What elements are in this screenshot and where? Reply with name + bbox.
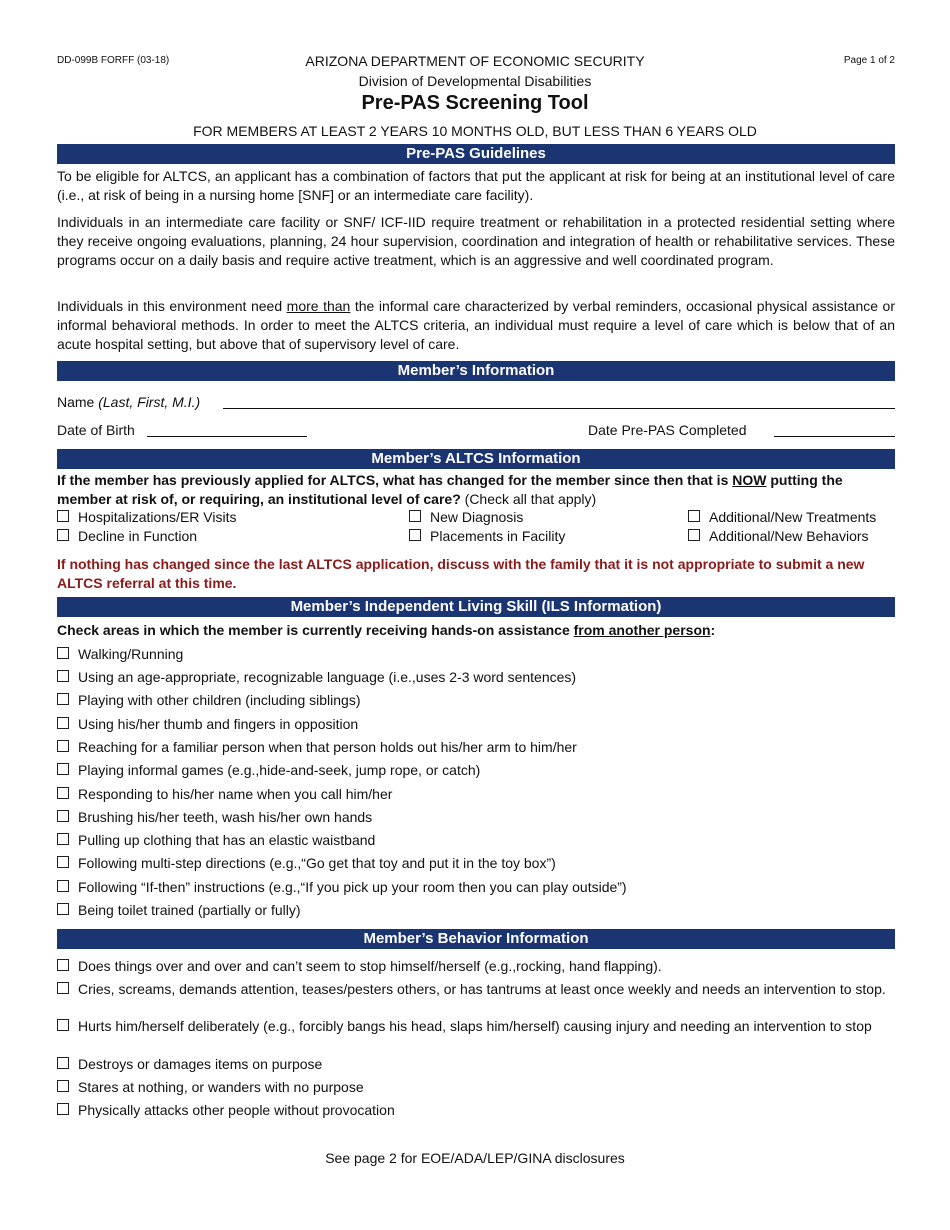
checkbox[interactable] [57,647,69,659]
ils-instruction [57,621,895,640]
checkbox[interactable] [688,529,700,541]
page-title: Pre-PAS Screening Tool [361,92,589,114]
section-heading-member-info: Member’s Information [57,361,895,381]
guidelines-p3-underlined: more than [286,298,351,314]
altcs-option-new-diagnosis[interactable] [409,508,523,527]
ils-item[interactable] [57,761,480,780]
altcs-option-placements[interactable] [409,527,565,546]
behavior-item[interactable] [57,980,895,999]
section-heading-ils: Member’s Independent Living Skill (ILS Information) [57,597,895,617]
option-label: Additional/New Behaviors [709,528,869,544]
behavior-item-label: Stares at nothing, or wanders with no purpose [78,1079,364,1095]
option-label: Decline in Function [78,528,198,544]
altcs-question-end: putting the member at risk of, or requiring, an institutional level of care? [57,472,843,507]
checkbox[interactable] [57,529,69,541]
name-label: Name [57,394,99,410]
dob-input-line[interactable] [147,436,307,437]
checkbox[interactable] [57,982,69,994]
ils-instruction-start: Check areas in which the member is currently receiving hands-on assistance [57,622,574,638]
guidelines-p3-end: the informal care characterized by verbal reminders, occasional physical assistance or informal behavioral methods. In order to meet the ALTCS criteria, an individual must require a level of care which is below that of an acute hospital setting, but above that of supervisory level of care. [57,298,896,352]
checkbox[interactable] [57,717,69,729]
checkbox[interactable] [57,1103,69,1115]
ils-item-label: Brushing his/her teeth, wash his/her own hands [78,809,373,825]
section-heading-guidelines: Pre-PAS Guidelines [57,144,895,164]
ils-item[interactable] [57,668,576,687]
footer-note: See page 2 for EOE/ADA/LEP/GINA disclosures [325,1150,625,1166]
ils-item-label: Following “If-then” instructions (e.g.,“If you pick up your room then you can play outside”) [78,879,627,895]
name-field-label [57,394,200,410]
behavior-item[interactable] [57,1055,895,1074]
ils-item-label: Responding to his/her name when you call him/her [78,786,393,802]
page-number: Page 1 of 2 [843,55,895,66]
ils-item-label: Reaching for a familiar person when that person holds out his/her arm to him/her [78,739,577,755]
ils-item-label: Playing informal games (e.g.,hide-and-seek, jump rope, or catch) [78,762,481,778]
behavior-item-label: Physically attacks other people without provocation [78,1102,395,1118]
checkbox[interactable] [57,903,69,915]
behavior-item[interactable] [57,1078,895,1097]
ils-item-label: Playing with other children (including siblings) [78,692,361,708]
ils-item[interactable] [57,878,627,897]
division-name: Division of Developmental Disabilities [358,73,592,89]
page-subtitle: FOR MEMBERS AT LEAST 2 YEARS 10 MONTHS OLD, BUT LESS THAN 6 YEARS OLD [193,123,757,139]
behavior-item-label: Cries, screams, demands attention, teases/pesters others, or has tantrums at least once weekly and needs an intervention to stop. [78,981,886,997]
behavior-item-label: Destroys or damages items on purpose [78,1056,323,1072]
checkbox[interactable] [57,693,69,705]
ils-item[interactable] [57,808,372,827]
altcs-warning: If nothing has changed since the last ALTCS application, discuss with the family that it is not appropriate to submit a new ALTCS referral at this time. [57,556,865,591]
form-id: DD-099B FORFF (03-18) [57,55,170,66]
checkbox[interactable] [57,880,69,892]
checkbox[interactable] [57,959,69,971]
name-input-line[interactable] [223,408,895,409]
altcs-question-now: NOW [732,472,767,488]
checkbox[interactable] [57,833,69,845]
ils-item-label: Using his/her thumb and fingers in opposition [78,716,359,732]
ils-item[interactable] [57,831,375,850]
dob-label: Date of Birth [57,422,135,438]
altcs-question-note: (Check all that apply) [460,491,597,507]
guidelines-paragraph-2: Individuals in an intermediate care facility or SNF/ ICF-IID require treatment or rehabilitation in a protected residential setting where they receive ongoing evaluations, planning, 24 hour supervision, coordination and integration of health or rehabilitative services. These programs occur on a daily basis and require active treatment, which is an aggressive and well coordinated program. [57,214,895,268]
name-hint: (Last, First, M.I.) [98,394,201,410]
ils-item[interactable] [57,785,392,804]
ils-item-label: Being toilet trained (partially or fully) [78,902,301,918]
behavior-item-label: Hurts him/herself deliberately (e.g., forcibly bangs his head, slaps him/herself) causing injury and needing an intervention to stop [78,1018,872,1034]
altcs-question-start: If the member has previously applied for ALTCS, what has changed for the member since then that is [57,472,733,488]
option-label: Hospitalizations/ER Visits [78,509,237,525]
ils-item[interactable] [57,715,358,734]
checkbox[interactable] [57,1080,69,1092]
ils-item-label: Walking/Running [78,646,184,662]
checkbox[interactable] [57,510,69,522]
checkbox[interactable] [57,1019,69,1031]
ils-item[interactable] [57,901,301,920]
ils-item-label: Using an age-appropriate, recognizable language (i.e.,uses 2-3 word sentences) [78,669,577,685]
ils-item[interactable] [57,645,183,664]
section-heading-behavior: Member’s Behavior Information [57,929,895,949]
option-label: Placements in Facility [430,528,566,544]
behavior-item[interactable] [57,1101,895,1120]
ils-instruction-end: : [710,622,716,638]
date-completed-input-line[interactable] [774,436,895,437]
option-label: New Diagnosis [430,509,524,525]
ils-item-label: Following multi-step directions (e.g.,“Go get that toy and put it in the toy box”) [78,855,556,871]
checkbox[interactable] [57,763,69,775]
altcs-option-decline[interactable] [57,527,197,546]
checkbox[interactable] [57,1057,69,1069]
checkbox[interactable] [409,510,421,522]
ils-item-label: Pulling up clothing that has an elastic waistband [78,832,376,848]
option-label: Additional/New Treatments [709,509,877,525]
guidelines-paragraph-3 [57,297,895,354]
altcs-option-hospitalizations[interactable] [57,508,236,527]
date-completed-label: Date Pre-PAS Completed [588,422,747,438]
ils-item[interactable] [57,738,577,757]
guidelines-p3-start: Individuals in this environment need [57,298,287,314]
altcs-question [57,471,895,509]
ils-item[interactable] [57,691,360,710]
checkbox[interactable] [409,529,421,541]
behavior-item[interactable] [57,1017,895,1036]
checkbox[interactable] [57,856,69,868]
section-heading-altcs: Member’s ALTCS Information [57,449,895,469]
ils-item[interactable] [57,854,556,873]
checkbox[interactable] [688,510,700,522]
altcs-option-new-treatments[interactable] [688,508,876,527]
ils-instruction-underlined: from another person [573,622,711,638]
department-name: ARIZONA DEPARTMENT OF ECONOMIC SECURITY [305,53,645,69]
guidelines-paragraph-1: To be eligible for ALTCS, an applicant has a combination of factors that put the applicant at risk for being at an institutional level of care (i.e., at risk of being in a nursing home [SNF] or an intermediate care facility). [57,168,895,203]
behavior-item-label: Does things over and over and can’t seem to stop himself/herself (e.g.,rocking, hand flapping). [78,958,662,974]
checkbox[interactable] [57,787,69,799]
checkbox[interactable] [57,810,69,822]
altcs-option-new-behaviors[interactable] [688,527,869,546]
checkbox[interactable] [57,670,69,682]
checkbox[interactable] [57,740,69,752]
behavior-item[interactable] [57,957,895,976]
